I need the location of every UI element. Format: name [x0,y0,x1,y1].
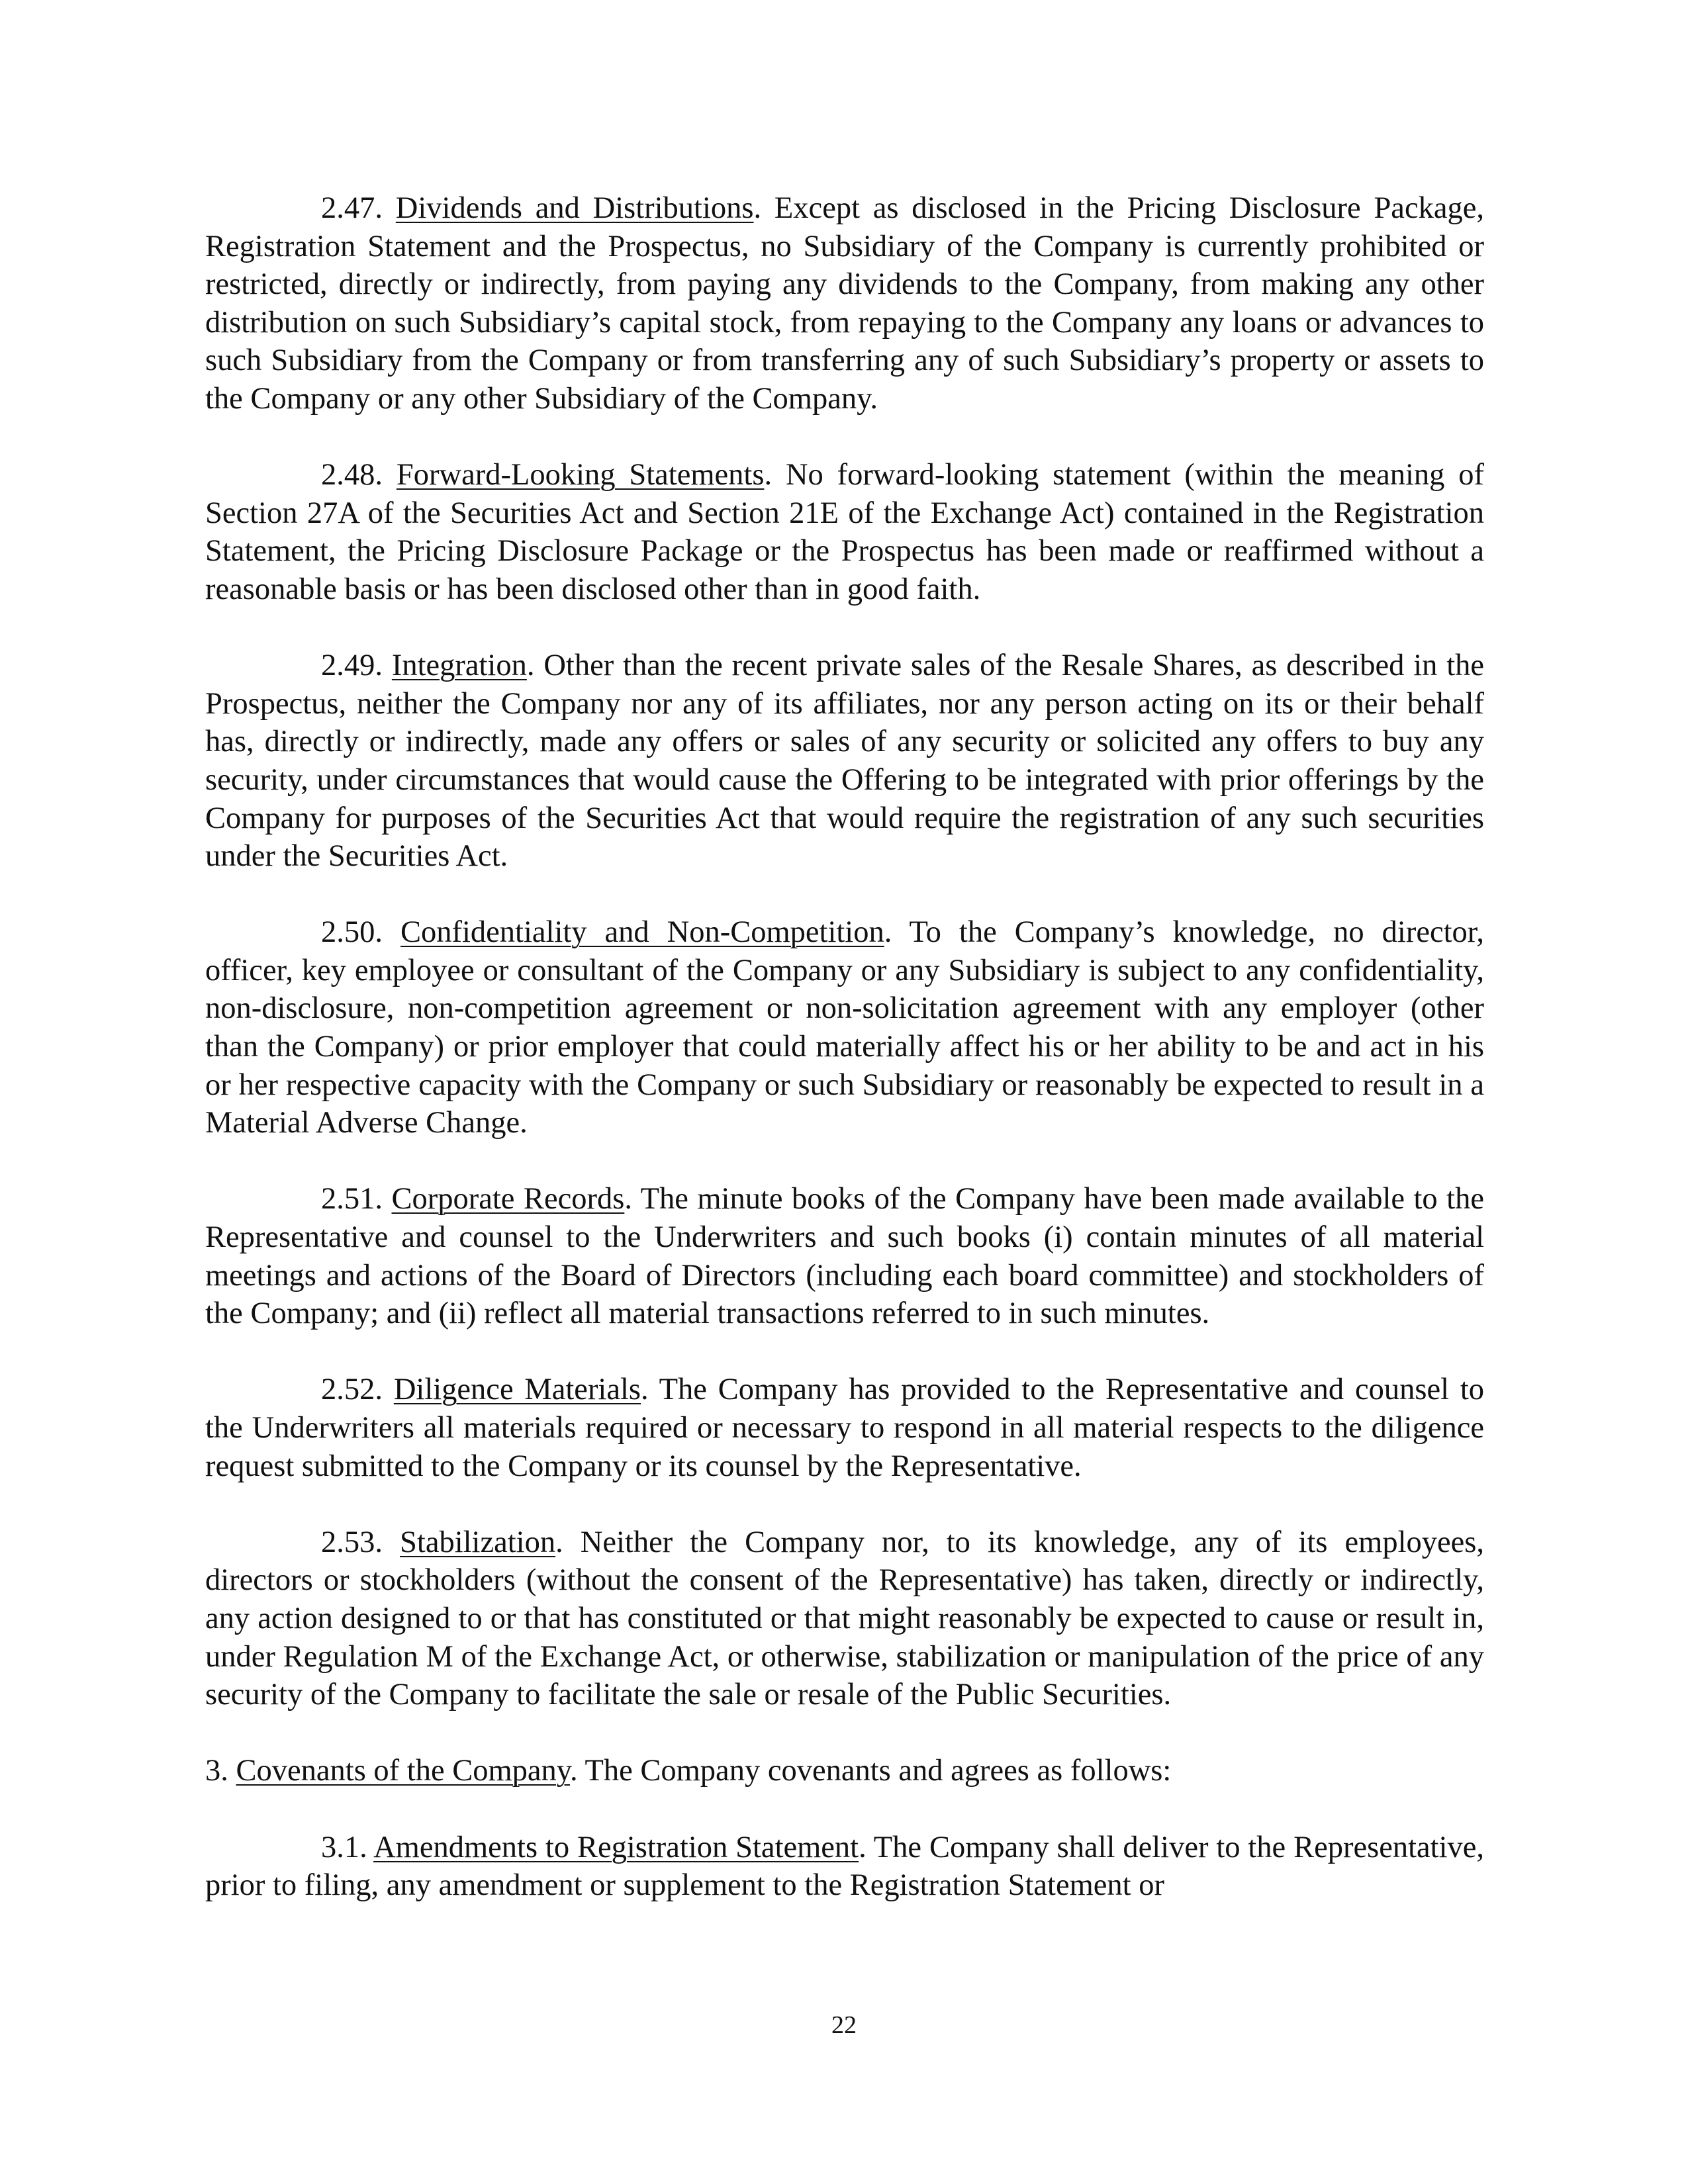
section-number: 2.51. [321,1182,383,1216]
section-body: To the Company’s knowledge, no director, officer, key employee or consultant of the Company or any Subsidiary is subject to any confidentiality, non-disclosure, non-competition agreement or non-solicitation agreement with any employer (other than the Company) or prior employer that could materially affect his or her ability to be and act in his or her respective capacity with the Company or such Subsidiary or reasonably be expected to result in a Material Adverse Change. [205,915,1485,1140]
section-number: 2.49. [321,649,383,683]
document-page [205,189,1484,1942]
section-body: Neither the Company nor, to its knowledge, any of its employees, directors or stockholders (without the consent of the Representative) has taken, directly or indirectly, any action designed to or that has constituted or that might reasonably be expected to cause or result in, under Regulation M of the Exchange Act, or otherwise, stabilization or manipulation of the price of any security of the Company to facilitate the sale or resale of the Public Securities. [205,1525,1485,1712]
section-heading: Diligence Materials [393,1373,641,1407]
section-body: The Company has provided to the Representative and counsel to the Underwriters all materials required or necessary to respond in all material respects to the diligence request submitted to the Company or its counsel by the Representative. [205,1373,1485,1483]
section-heading: Covenants of the Company [236,1754,571,1788]
section-heading: Corporate Records [391,1182,625,1216]
section-2-49: 2.49. Integration. Other than the recent private sales of the Resale Shares, as described in the Prospectus, neither the Company nor any of its affiliates, nor any person acting on its or their behalf has, directly or indirectly, made any offers or sales of any security or solicited any offers to buy any security, under circumstances that would cause the Offering to be integrated with prior offerings by the Company for purposes of the Securities Act that would require the registration of any such securities under the Securities Act. [205,649,1485,874]
section-3-1: 3.1. Amendments to Registration Statement. The Company shall deliver to the Representative, prior to filing, any amendment or supplement to the Registration Statement or [205,1830,1484,1903]
section-number: 2.48. [321,458,383,492]
section-3: 3. Covenants of the Company. The Company covenants and agrees as follows: [205,1754,1172,1788]
page-number: 22 [831,2011,857,2039]
section-2-47: 2.47. Dividends and Distributions. Except as disclosed in the Pricing Disclosure Package, Registration Statement and the Prospectus, no Subsidiary of the Company is currently prohibited or restricted, directly or indirectly, from paying any dividends to the Company, from making any other distribution on such Subsidiary’s capital stock, from repaying to the Company any loans or advances to such Subsidiary from the Company or from transferring any of such Subsidiary’s property or assets to the Company or any other Subsidiary of the Company. [205,191,1484,416]
section-number: 2.47. [321,191,383,225]
section-number: 3.1. [321,1830,367,1864]
section-heading: Integration [391,649,527,683]
section-heading: Confidentiality and Non-Competition [400,915,884,950]
section-number: 3. [205,1754,228,1788]
section-2-48: 2.48. Forward-Looking Statements. No forward-looking statement (within the meaning of Section 27A of the Securities Act and Section 21E of the Exchange Act) contained in the Registration Statement, the Pricing Disclosure Package or the Prospectus has been made or reaffirmed without a reasonable basis or has been disclosed other than in good faith. [205,458,1484,606]
section-body: Other than the recent private sales of the Resale Shares, as described in the Prospectus, neither the Company nor any of its affiliates, nor any person acting on its or their behalf has, directly or indirectly, made any offers or sales of any security or solicited any offers to buy any security, under circumstances that would cause the Offering to be integrated with prior offerings by the Company for purposes of the Securities Act that would require the registration of any such securities under the Securities Act. [205,649,1485,874]
section-heading: Dividends and Distributions [395,191,754,225]
section-body: The minute books of the Company have been made available to the Representative and counsel to the Underwriters and such books (i) contain minutes of all material meetings and actions of the Board of Directors (including each board committee) and stockholders of the Company; and (ii) reflect all material transactions referred to in such minutes. [205,1182,1484,1331]
section-body: The Company covenants and agrees as follows: [585,1754,1172,1788]
section-2-50: 2.50. Confidentiality and Non-Competition. To the Company’s knowledge, no director, officer, key employee or consultant of the Company or any Subsidiary is subject to any confidentiality, non-disclosure, non-competition agreement or non-solicitation agreement with any employer (other than the Company) or prior employer that could materially affect his or her ability to be and act in his or her respective capacity with the Company or such Subsidiary or reasonably be expected to result in a Material Adverse Change. [205,915,1485,1140]
section-number: 2.52. [321,1373,383,1407]
section-number: 2.53. [321,1525,383,1559]
section-body: Except as disclosed in the Pricing Disclosure Package, Registration Statement and the Prospectus, no Subsidiary of the Company is currently prohibited or restricted, directly or indirectly, from paying any dividends to the Company, from making any other distribution on such Subsidiary’s capital stock, from repaying to the Company any loans or advances to such Subsidiary from the Company or from transferring any of such Subsidiary’s property or assets to the Company or any other Subsidiary of the Company. [205,191,1484,416]
section-heading: Amendments to Registration Statement [373,1830,859,1864]
section-body: No forward-looking statement (within the meaning of Section 27A of the Securities Act and Section 21E of the Exchange Act) contained in the Registration Statement, the Pricing Disclosure Package or the Prospectus has been made or reaffirmed without a reasonable basis or has been disclosed other than in good faith. [205,458,1484,606]
section-2-52: 2.52. Diligence Materials. The Company has provided to the Representative and counsel to the Underwriters all materials required or necessary to respond in all material respects to the diligence request submitted to the Company or its counsel by the Representative. [205,1373,1485,1483]
section-2-53: 2.53. Stabilization. Neither the Company nor, to its knowledge, any of its employees, directors or stockholders (without the consent of the Representative) has taken, directly or indirectly, any action designed to or that has constituted or that might reasonably be expected to cause or result in, under Regulation M of the Exchange Act, or otherwise, stabilization or manipulation of the price of any security of the Company to facilitate the sale or resale of the Public Securities. [205,1525,1485,1712]
section-heading: Forward-Looking Statements [396,458,765,492]
section-2-51: 2.51. Corporate Records. The minute books of the Company have been made available to the Representative and counsel to the Underwriters and such books (i) contain minutes of all material meetings and actions of the Board of Directors (including each board committee) and stockholders of the Company; and (ii) reflect all material transactions referred to in such minutes. [205,1182,1484,1331]
section-number: 2.50. [321,915,383,950]
section-body: The Company shall deliver to the Representative, prior to filing, any amendment or supplement to the Registration Statement or [205,1830,1484,1903]
section-heading: Stabilization [400,1525,556,1559]
